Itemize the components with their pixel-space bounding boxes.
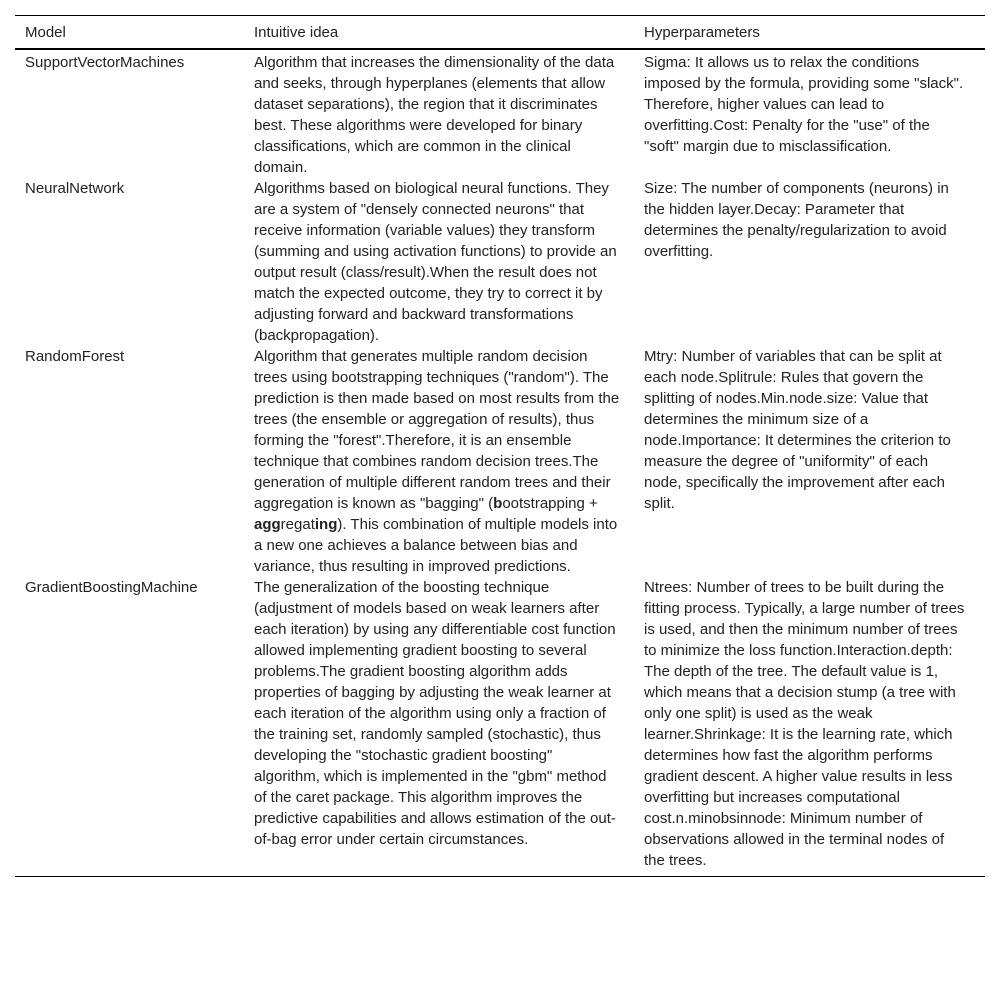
intuitive-idea: The generalization of the boosting technique (adjustment of models based on weak learners after each iteration) by using any differentiable cost function allowed implementing gradient boosting to several problems.The gradient boosting algorithm adds properties of bagging by adjusting the weak learner at each iteration of the algorithm using only a fraction of the training set, randomly sampled (stochastic), thus developing the "stochastic gradient boosting" algorithm, which is implemented in the "gbm" method of the caret package. This algorithm improves the predictive capabilities and allows estimation of the out-of-bag error under certain circumstances. <box>254 579 616 848</box>
intuitive-idea: Algorithm that increases the dimensionality of the data and seeks, through hyperplanes (elements that allow dataset separations), the region that it discriminates best. These algorithms were developed for binary classifications, which are common in the clinical domain. <box>254 54 615 176</box>
idea-text-bold: b <box>493 495 503 512</box>
intuitive-idea <box>244 346 634 577</box>
table-row <box>15 577 985 877</box>
idea-text-bold: agg <box>254 516 281 533</box>
hyperparameters: Size: The number of components (neurons) in the hidden layer.Decay: Parameter that determines the penalty/regularization to avoid overfitting. <box>644 180 949 260</box>
model-name: RandomForest <box>25 348 125 365</box>
idea-text: ootstrapping + <box>502 495 598 512</box>
header-row <box>15 16 985 50</box>
model-name: NeuralNetwork <box>25 180 125 197</box>
table-row <box>15 178 985 346</box>
table-body <box>15 49 985 877</box>
model-name: SupportVectorMachines <box>25 54 185 71</box>
header-intuitive-idea: Intuitive idea <box>254 24 339 41</box>
table-row <box>15 346 985 577</box>
model-name: GradientBoostingMachine <box>25 579 198 596</box>
models-table-container <box>15 15 985 877</box>
idea-text: ). This combination of multiple models into a new one achieves a balance between bias and variance, thus resulting in improved predictions. <box>254 516 618 575</box>
hyperparameters: Sigma: It allows us to relax the conditions imposed by the formula, providing some "slack". Therefore, higher values can lead to overfitting.Cost: Penalty for the "use" of the "soft" margin due to misclassification. <box>644 54 964 155</box>
header-hyperparameters: Hyperparameters <box>644 24 760 41</box>
models-table <box>15 15 985 877</box>
table-row <box>15 49 985 178</box>
idea-text-bold: ing <box>314 516 338 533</box>
idea-text: Algorithm that generates multiple random decision trees using bootstrapping techniques ("random"). The prediction is then made based on most results from the trees (the ensemble or aggregation of results), thus forming the "forest".Therefore, it is an ensemble technique that combines random decision trees.The generation of multiple different random trees and their aggregation is known as "bagging" ( <box>254 348 620 512</box>
hyperparameters: Ntrees: Number of trees to be built during the fitting process. Typically, a large number of trees is used, and then the minimum number of trees to minimize the loss function.Interaction.depth: The depth of the tree. The default value is 1, which means that a decision stump (a tree with only one split) is used as the weak learner.Shrinkage: It is the learning rate, which determines how fast the algorithm performs gradient descent. A higher value results in less overfitting but increases computational cost.n.minobsinnode: Minimum number of observations allowed in the terminal nodes of the trees. <box>644 579 965 869</box>
header-model: Model <box>25 24 66 41</box>
hyperparameters: Mtry: Number of variables that can be split at each node.Splitrule: Rules that govern the splitting of nodes.Min.node.size: Value that determines the minimum size of a node.Importance: It determines the criterion to measure the degree of "uniformity" of each node, specifically the improvement after each split. <box>644 348 951 512</box>
table-header <box>15 16 985 50</box>
idea-text: regat <box>280 516 315 533</box>
intuitive-idea: Algorithms based on biological neural functions. They are a system of "densely connected neurons" that receive information (variable values) they transform (summing and using activation functions) to provide an output result (class/result).When the result does not match the expected outcome, they try to correct it by adjusting forward and backward transformations (backpropagation). <box>254 180 617 344</box>
